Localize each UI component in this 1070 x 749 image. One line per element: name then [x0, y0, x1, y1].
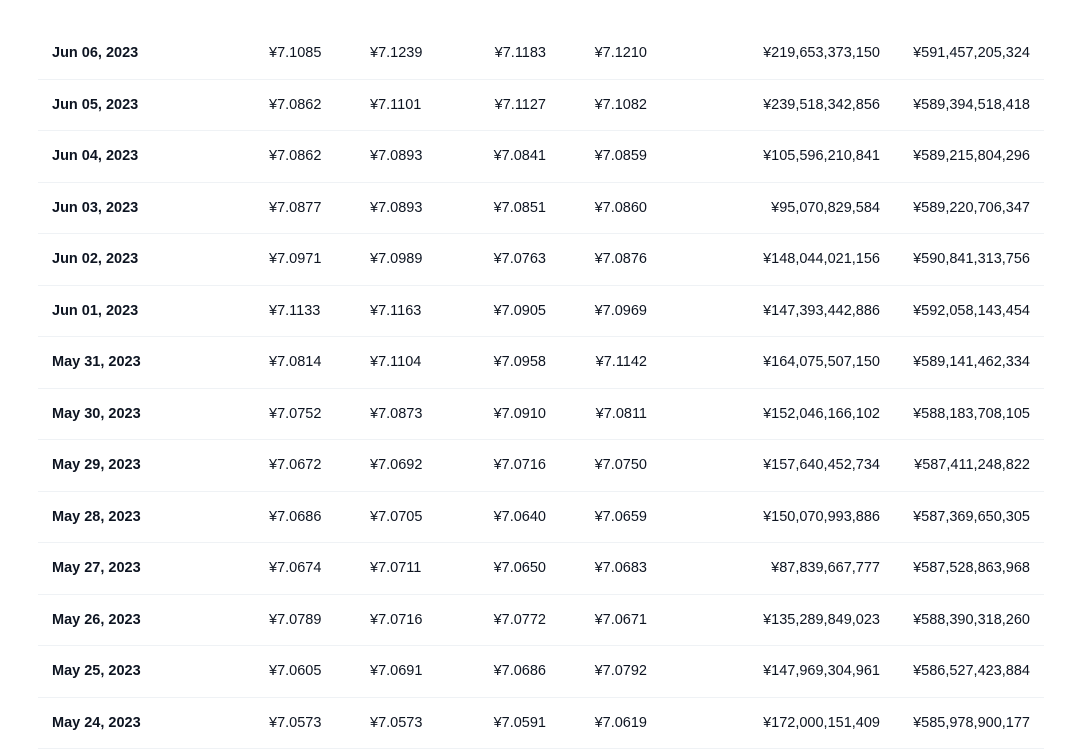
open-cell: ¥7.0814: [269, 337, 321, 389]
table-row: [38, 234, 1044, 286]
market-cap-cell: ¥585,978,900,177: [913, 698, 1030, 749]
volume-cell: ¥147,969,304,961: [763, 646, 880, 698]
market-cap-cell: ¥588,183,708,105: [913, 389, 1030, 441]
historical-data-table: [38, 28, 1044, 749]
low-cell: ¥7.0686: [494, 646, 546, 698]
high-cell: ¥7.0873: [370, 389, 422, 441]
date-cell: May 30, 2023: [52, 389, 141, 441]
close-cell: ¥7.0619: [595, 698, 647, 749]
date-cell: Jun 01, 2023: [52, 286, 138, 338]
date-cell: May 27, 2023: [52, 543, 141, 595]
table-row: [38, 440, 1044, 492]
table-row: [38, 595, 1044, 647]
open-cell: ¥7.0686: [269, 492, 321, 544]
volume-cell: ¥172,000,151,409: [763, 698, 880, 749]
open-cell: ¥7.0789: [269, 595, 321, 647]
high-cell: ¥7.0711: [370, 543, 421, 595]
low-cell: ¥7.1183: [495, 28, 546, 80]
high-cell: ¥7.0573: [370, 698, 422, 749]
high-cell: ¥7.0692: [370, 440, 422, 492]
low-cell: ¥7.0640: [494, 492, 546, 544]
low-cell: ¥7.0716: [494, 440, 546, 492]
date-cell: Jun 02, 2023: [52, 234, 138, 286]
market-cap-cell: ¥589,215,804,296: [913, 131, 1030, 183]
volume-cell: ¥148,044,021,156: [763, 234, 880, 286]
high-cell: ¥7.0716: [370, 595, 422, 647]
table-row: [38, 492, 1044, 544]
close-cell: ¥7.0750: [595, 440, 647, 492]
date-cell: May 26, 2023: [52, 595, 141, 647]
volume-cell: ¥219,653,373,150: [763, 28, 880, 80]
table-row: [38, 286, 1044, 338]
volume-cell: ¥87,839,667,777: [771, 543, 880, 595]
high-cell: ¥7.0893: [370, 131, 422, 183]
open-cell: ¥7.0672: [269, 440, 321, 492]
volume-cell: ¥150,070,993,886: [763, 492, 880, 544]
close-cell: ¥7.0659: [595, 492, 647, 544]
high-cell: ¥7.0691: [370, 646, 422, 698]
open-cell: ¥7.0752: [269, 389, 321, 441]
market-cap-cell: ¥589,220,706,347: [913, 183, 1030, 235]
market-cap-cell: ¥589,141,462,334: [913, 337, 1030, 389]
volume-cell: ¥147,393,442,886: [763, 286, 880, 338]
high-cell: ¥7.1104: [370, 337, 421, 389]
open-cell: ¥7.0674: [269, 543, 321, 595]
volume-cell: ¥135,289,849,023: [763, 595, 880, 647]
table-row: [38, 337, 1044, 389]
low-cell: ¥7.0905: [494, 286, 546, 338]
market-cap-cell: ¥590,841,313,756: [913, 234, 1030, 286]
low-cell: ¥7.0772: [494, 595, 546, 647]
volume-cell: ¥152,046,166,102: [763, 389, 880, 441]
date-cell: Jun 05, 2023: [52, 80, 138, 132]
high-cell: ¥7.1101: [370, 80, 421, 132]
close-cell: ¥7.0876: [595, 234, 647, 286]
open-cell: ¥7.0573: [269, 698, 321, 749]
date-cell: Jun 06, 2023: [52, 28, 138, 80]
table-row: [38, 80, 1044, 132]
close-cell: ¥7.0860: [595, 183, 647, 235]
open-cell: ¥7.0605: [269, 646, 321, 698]
date-cell: May 31, 2023: [52, 337, 141, 389]
volume-cell: ¥164,075,507,150: [763, 337, 880, 389]
low-cell: ¥7.1127: [495, 80, 546, 132]
table-row: [38, 698, 1044, 749]
market-cap-cell: ¥592,058,143,454: [913, 286, 1030, 338]
close-cell: ¥7.0969: [595, 286, 647, 338]
close-cell: ¥7.1142: [596, 337, 647, 389]
close-cell: ¥7.1210: [595, 28, 647, 80]
date-cell: May 28, 2023: [52, 492, 141, 544]
market-cap-cell: ¥587,528,863,968: [913, 543, 1030, 595]
market-cap-cell: ¥587,411,248,822: [914, 440, 1030, 492]
close-cell: ¥7.0811: [596, 389, 647, 441]
high-cell: ¥7.1163: [370, 286, 421, 338]
table-row: [38, 646, 1044, 698]
low-cell: ¥7.0591: [494, 698, 546, 749]
low-cell: ¥7.0958: [494, 337, 546, 389]
market-cap-cell: ¥589,394,518,418: [913, 80, 1030, 132]
open-cell: ¥7.0877: [269, 183, 321, 235]
high-cell: ¥7.1239: [370, 28, 422, 80]
market-cap-cell: ¥586,527,423,884: [913, 646, 1030, 698]
open-cell: ¥7.0862: [269, 131, 321, 183]
volume-cell: ¥157,640,452,734: [763, 440, 880, 492]
market-cap-cell: ¥588,390,318,260: [913, 595, 1030, 647]
open-cell: ¥7.0862: [269, 80, 321, 132]
low-cell: ¥7.0851: [494, 183, 546, 235]
close-cell: ¥7.0683: [595, 543, 647, 595]
close-cell: ¥7.0671: [595, 595, 647, 647]
volume-cell: ¥105,596,210,841: [763, 131, 880, 183]
close-cell: ¥7.0859: [595, 131, 647, 183]
date-cell: May 24, 2023: [52, 698, 141, 749]
date-cell: Jun 03, 2023: [52, 183, 138, 235]
open-cell: ¥7.1085: [269, 28, 321, 80]
table-row: [38, 28, 1044, 80]
low-cell: ¥7.0841: [494, 131, 546, 183]
low-cell: ¥7.0910: [494, 389, 546, 441]
low-cell: ¥7.0763: [494, 234, 546, 286]
table-row: [38, 183, 1044, 235]
high-cell: ¥7.0989: [370, 234, 422, 286]
open-cell: ¥7.1133: [269, 286, 320, 338]
volume-cell: ¥239,518,342,856: [763, 80, 880, 132]
close-cell: ¥7.0792: [595, 646, 647, 698]
date-cell: Jun 04, 2023: [52, 131, 138, 183]
market-cap-cell: ¥587,369,650,305: [913, 492, 1030, 544]
high-cell: ¥7.0705: [370, 492, 422, 544]
table-row: [38, 543, 1044, 595]
date-cell: May 29, 2023: [52, 440, 141, 492]
high-cell: ¥7.0893: [370, 183, 422, 235]
open-cell: ¥7.0971: [269, 234, 321, 286]
table-row: [38, 131, 1044, 183]
date-cell: May 25, 2023: [52, 646, 141, 698]
market-cap-cell: ¥591,457,205,324: [913, 28, 1030, 80]
table-row: [38, 389, 1044, 441]
low-cell: ¥7.0650: [494, 543, 546, 595]
close-cell: ¥7.1082: [595, 80, 647, 132]
volume-cell: ¥95,070,829,584: [771, 183, 880, 235]
